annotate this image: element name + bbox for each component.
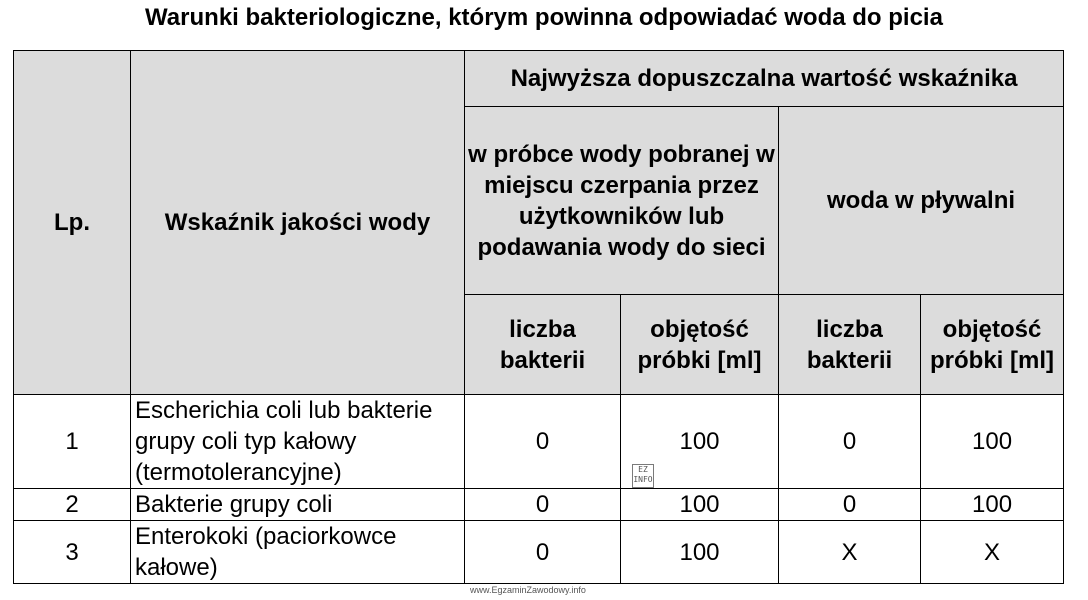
row-count-sample: 0 — [465, 489, 621, 521]
row-lp: 1 — [14, 395, 131, 489]
row-lp: 2 — [14, 489, 131, 521]
header-max-value: Najwyższa dopuszczalna wartość wskaźnika — [465, 51, 1064, 107]
row-volume-pool: X — [921, 521, 1064, 584]
row-indicator: Enterokoki (paciorkowce kałowe) — [131, 521, 465, 584]
header-indicator: Wskaźnik jakości wody — [131, 51, 465, 395]
header-bacteria-count-sample: liczba bakterii — [465, 295, 621, 395]
row-indicator: Bakterie grupy coli — [131, 489, 465, 521]
row-count-sample: 0 — [465, 395, 621, 489]
row-count-sample: 0 — [465, 521, 621, 584]
table-row — [14, 395, 1064, 489]
header-volume-sample: objętość próbki [ml] — [621, 295, 779, 395]
row-count-pool: 0 — [779, 489, 921, 521]
ez-info-stamp-icon: EZ INFO — [632, 464, 654, 488]
row-volume-sample: 100 — [621, 489, 779, 521]
header-volume-pool: objętość próbki [ml] — [921, 295, 1064, 395]
header-lp: Lp. — [14, 51, 131, 395]
row-volume-pool: 100 — [921, 395, 1064, 489]
table-row — [14, 521, 1064, 584]
row-count-pool: X — [779, 521, 921, 584]
row-volume-sample: 100 — [621, 395, 779, 489]
header-bacteria-count-pool: liczba bakterii — [779, 295, 921, 395]
table-row — [14, 489, 1064, 521]
watermark: www.EgzaminZawodowy.info — [470, 585, 586, 595]
bacteriological-conditions-table — [13, 50, 1064, 584]
header-pool-group: woda w pływalni — [779, 107, 1064, 295]
header-sample-group: w próbce wody pobranej w miejscu czerpania przez użytkowników lub podawania wody do sieci — [465, 107, 779, 295]
header-row-1 — [14, 51, 1064, 107]
page-title: Warunki bakteriologiczne, którym powinna odpowiadać woda do picia — [145, 4, 943, 31]
row-volume-pool: 100 — [921, 489, 1064, 521]
row-volume-sample: 100 — [621, 521, 779, 584]
row-indicator: Escherichia coli lub bakterie grupy coli typ kałowy (termotolerancyjne) — [131, 395, 465, 489]
row-count-pool: 0 — [779, 395, 921, 489]
row-lp: 3 — [14, 521, 131, 584]
